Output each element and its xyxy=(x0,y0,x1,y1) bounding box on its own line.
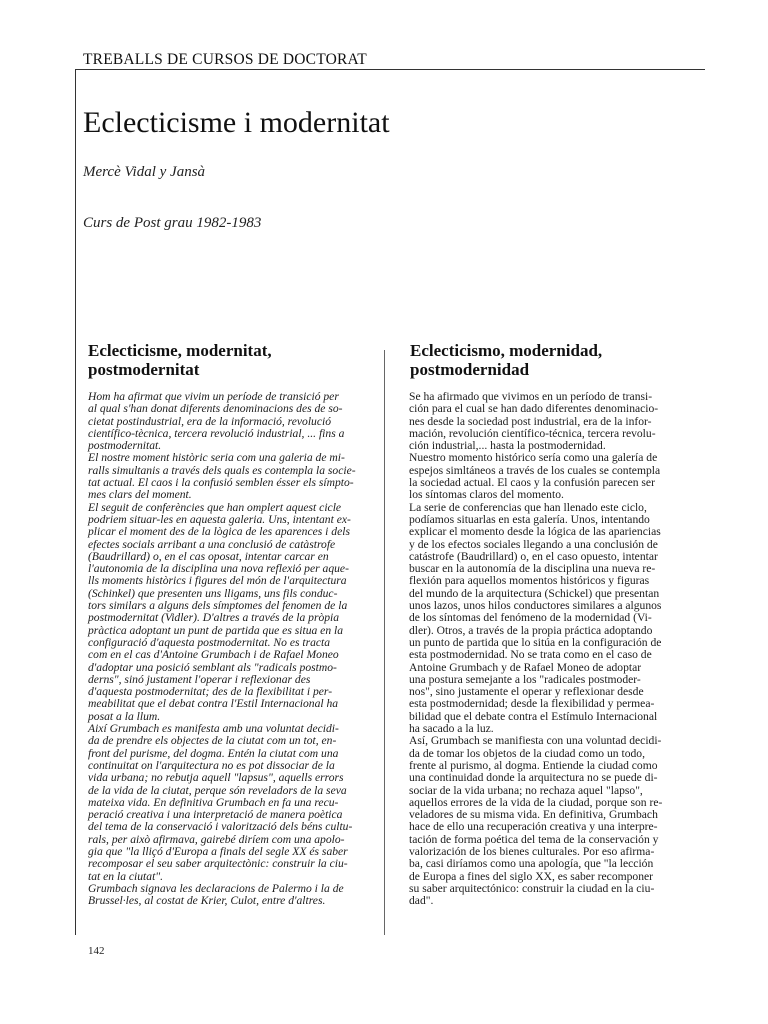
text-line: un punto de partida que lo sitúa en la configuración de xyxy=(409,635,662,649)
text-line: una postura semejante a los "radicales postmoder- xyxy=(409,672,641,686)
text-line: pràctica adoptant un punt de partida que es situa en la xyxy=(88,623,344,637)
text-line: mación, revolución científico-técnica, tercera revolu- xyxy=(409,426,656,440)
text-line: y de los efectos sociales llegando a una conclusión de xyxy=(409,537,658,551)
text-line: El seguit de conferències que han omplert aquest cicle xyxy=(88,500,342,514)
text-line: los síntomas claros del momento. xyxy=(409,488,564,502)
article-title: Eclecticisme i modernitat xyxy=(83,106,390,139)
text-line: ha sacado a la luz. xyxy=(409,722,494,736)
text-line: esta postmodernidad. No se trata como en el caso de xyxy=(409,648,652,662)
left-heading-line: postmodernitat xyxy=(88,360,200,379)
text-line: del tema de la conservació i valorització dels béns cultu- xyxy=(88,820,353,834)
text-line: podriem situar-les en aquesta galeria. Uns, intentant ex- xyxy=(88,512,351,526)
text-line: efectes socials arribant a una conclusió de catàstrofe xyxy=(88,537,336,551)
left-column-body xyxy=(88,391,372,907)
text-line: al qual s'han donat diferents denominacions des de so- xyxy=(88,402,343,416)
text-line: bilidad que el debate contra el Estímulo Internacional xyxy=(409,709,658,723)
text-line: unos lazos, unos hilos conductores similares a algunos xyxy=(409,599,662,613)
text-line: una continuidad donde la arquitectura no se puede di- xyxy=(409,771,658,785)
text-line: mateixa vida. En definitiva Grumbach en fa una recu- xyxy=(88,795,339,809)
text-line: explicar el momento desde la lógica de las apariencias xyxy=(409,525,661,539)
text-line: aquellos errores de la vida de la ciudad, porque son re- xyxy=(409,795,663,809)
text-line: vida urbana; no rebutja aquell "lapsus", aquells errors xyxy=(88,771,344,785)
text-line: su saber arquitectónico: construir la ciudad en la ciu- xyxy=(409,881,655,895)
text-line: nes desde la sociedad post industrial, era de la infor- xyxy=(409,414,652,428)
text-line: continuitat on l'arquitectura no es pot dissociar de la xyxy=(88,758,335,772)
text-line: valorización de los bienes culturales. Por eso afirma- xyxy=(409,844,655,858)
text-line: El nostre moment històric seria com una galeria de mi- xyxy=(88,451,345,465)
text-line: postmodernitat (Vidler). D'altres a través de la pròpia xyxy=(88,611,340,625)
right-heading-line: Eclecticismo, modernidad, xyxy=(410,341,603,360)
left-column-heading xyxy=(88,341,272,379)
text-line: configuració d'aquesta postmodernitat. No es tracta xyxy=(88,635,331,649)
right-heading-line: postmodernidad xyxy=(410,360,530,379)
text-line: tat en la ciutat". xyxy=(88,869,164,883)
left-margin-rule xyxy=(75,69,76,935)
text-line: recomposar el seu saber arquitectònic: construir la ciu- xyxy=(88,857,348,871)
header-rule xyxy=(75,69,705,70)
text-line: podíamos situarlas en esta galería. Unos, intentando xyxy=(409,512,650,526)
right-column-heading xyxy=(410,341,602,379)
text-line: Antoine Grumbach y de Rafael Moneo de adoptar xyxy=(409,660,642,674)
course-info: Curs de Post grau 1982-1983 xyxy=(83,215,262,231)
text-line: de Europa a fines del siglo XX, es saber recomponer xyxy=(409,869,654,883)
text-line: mes clars del moment. xyxy=(88,488,192,502)
text-line: com en el cas d'Antoine Grumbach i de Rafael Moneo xyxy=(88,648,339,662)
text-line: d'aquesta postmodernitat; des de la flexibilitat i per- xyxy=(88,685,333,699)
text-line: Se ha afirmado que vivimos en un período de transi- xyxy=(409,390,653,403)
text-line: Así, Grumbach se manifiesta con una voluntad decidi- xyxy=(409,734,662,748)
text-line: l'autonomia de la disciplina una nova reflexió per aque- xyxy=(88,562,349,576)
text-line: front del purisme, del dogma. Entén la ciutat com una xyxy=(88,746,339,760)
text-line: derns", sinó justament l'operar i reflexionar des xyxy=(88,672,311,686)
text-line: Grumbach signava les declaracions de Palermo i la de xyxy=(88,881,344,895)
text-line: da de prendre els objectes de la ciutat com un tot, en- xyxy=(88,734,337,748)
text-line: ralls simultanis a través dels quals es contempla la socie- xyxy=(88,463,356,477)
text-line: Brussel·les, al costat de Krier, Culot, entre d'altres. xyxy=(88,894,326,908)
text-line: rals, per això afirmava, gairebé diríem com una apolo- xyxy=(88,832,345,846)
text-line: espejos simltáneos a través de los cuales se contempla xyxy=(409,463,661,477)
column-divider xyxy=(384,350,385,935)
author-name: Mercè Vidal y Jansà xyxy=(83,164,206,180)
running-header: TREBALLS DE CURSOS DE DOCTORAT xyxy=(83,51,367,68)
text-line: la sociedad actual. El caos y la confusión parecen ser xyxy=(409,476,655,490)
text-line: dler). Otros, a través de la propia práctica adoptando xyxy=(409,623,653,637)
text-line: meabilitat que el debat contra l'Estil Internacional ha xyxy=(88,697,339,711)
text-line: lls moments històrics i figures del món de l'arquitectura xyxy=(88,574,347,588)
text-line: de los síntomas del fenómeno de la modernidad (Vi- xyxy=(409,611,652,625)
text-line: flexión para aquellos momentos históricos y figuras xyxy=(409,574,650,588)
right-column-body xyxy=(409,391,706,907)
text-line: posat a la llum. xyxy=(88,709,161,723)
page-number: 142 xyxy=(88,945,105,957)
text-line: ción industrial,... hasta la postmodernidad. xyxy=(409,439,606,453)
text-line: Hom ha afirmat que vivim un període de transició per xyxy=(88,390,339,403)
text-line: de la vida de la ciutat, perque són reveladors de la seva xyxy=(88,783,347,797)
left-heading-line: Eclecticisme, modernitat, xyxy=(88,341,272,360)
text-line: buscar en la autonomía de la disciplina una nueva re- xyxy=(409,562,656,576)
text-line: gia que "la lliçó d'Europa a finals del segle XX és saber xyxy=(88,844,348,858)
text-line: frente al purismo, al dogma. Entiende la ciudad como xyxy=(409,758,658,772)
text-line: tación de forma poética del tema de la conservación y xyxy=(409,832,659,846)
text-line: esta postmodernidad; desde la flexibilidad y permea- xyxy=(409,697,655,711)
text-line: (Schinkel) que presenten uns lligams, uns fils conduc- xyxy=(88,586,338,600)
text-line: del mundo de la arquitectura (Schickel) que presentan xyxy=(409,586,660,600)
text-line: catástrofe (Baudrillard) o, en el caso opuesto, intentar xyxy=(409,549,658,563)
text-line: cietat postindustrial, era de la informació, revolució xyxy=(88,414,332,428)
text-line: ba, casi diríamos como una apología, que "la lección xyxy=(409,857,654,871)
text-line: hace de ello una recuperación creativa y una interpre- xyxy=(409,820,658,834)
text-line: d'adoptar una posició semblant als "radicals postmo- xyxy=(88,660,337,674)
text-line: La serie de conferencias que han llenado este ciclo, xyxy=(409,500,647,514)
text-line: Així Grumbach es manifesta amb una voluntat decidi- xyxy=(88,722,339,736)
text-line: sociar de la vida urbana; no rechaza aquel "lapso", xyxy=(409,783,643,797)
text-line: tors similars a alguns dels símptomes del fenomen de la xyxy=(88,599,348,613)
text-line: plicar el moment des de la lògica de les aparences i dels xyxy=(88,525,350,539)
text-line: tat actual. El caos i la confusió semblen ésser els símpto- xyxy=(88,476,354,490)
text-line: científico-tècnica, tercera revolució industrial, ... fins a xyxy=(88,426,345,440)
text-line: ción para el cual se han dado diferentes denominacio- xyxy=(409,402,659,416)
text-line: postmodernitat. xyxy=(88,439,162,453)
text-line: nos", sino justamente el operar y reflexionar desde xyxy=(409,685,644,699)
text-line: Nuestro momento histórico sería como una galería de xyxy=(409,451,658,465)
text-line: da de tomar los objetos de la ciudad como un todo, xyxy=(409,746,646,760)
text-line: veladores de su misma vida. En definitiva, Grumbach xyxy=(409,808,658,822)
text-line: (Baudrillard) o, en el cas oposat, intentar carcar en xyxy=(88,549,329,563)
text-line: dad". xyxy=(409,894,434,908)
text-line: peració creativa i una interpretació de manera poètica xyxy=(88,808,343,822)
